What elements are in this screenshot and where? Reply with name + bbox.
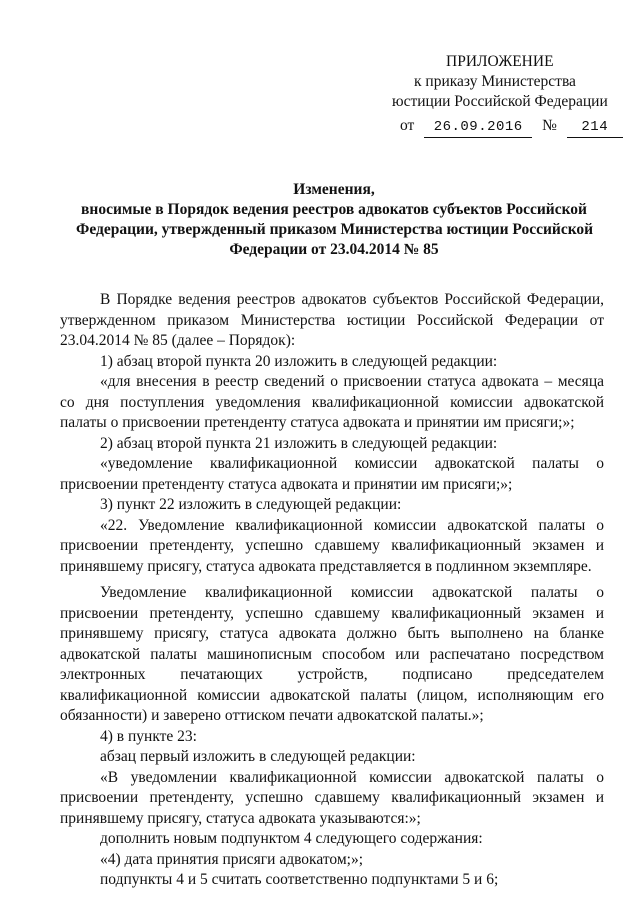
- item-4-sub-2: дополнить новым подпунктом 4 следующего содержания:: [100, 830, 483, 847]
- order-number: 214: [567, 117, 623, 138]
- heading-line-2: вносимые в Порядок ведения реестров адвокатов субъектов Российской: [81, 201, 587, 218]
- item-1: 1) абзац второй пункта 20 изложить в следующей редакции:: [100, 352, 498, 370]
- heading-line-1: Изменения,: [293, 181, 375, 198]
- number-label: №: [542, 117, 557, 134]
- from-label: от: [400, 117, 415, 134]
- appendix-date-row: [400, 116, 623, 138]
- item-3-text-1: «22. Уведомление квалификационной комиссии адвокатской палаты о присвоении претенденту, успешно сдавшему квалификационный экзамен и принявшему присягу, статуса адвоката представляется в подлинном экземпляре.: [60, 516, 604, 575]
- order-date: 26.09.2016: [424, 117, 532, 138]
- item-4-sub-1: абзац первый изложить в следующей редакции:: [100, 748, 416, 765]
- item-1-text: «для внесения в реестр сведений о присвоении статуса адвоката – месяца со дня поступления уведомления квалификационной комиссии адвокатской палаты о присвоении претенденту статуса адвоката и принятии им присяги;»;: [60, 373, 604, 431]
- item-3-text-2: Уведомление квалификационной комиссии адвокатской палаты о присвоении претенденту, успешно сдавшему квалификационный экзамен и принявшему присягу, статуса адвоката должно быть выполнено на бланке адвокатской палаты машинописным способом или распечатано посредством электронных печатающих устройств, подписано председателем квалификационной комиссии адвокатской палаты (лицом, исполняющим его обязанности) и заверено оттиском печати адвокатской палаты.»;: [60, 584, 604, 724]
- intro-paragraph: В Порядке ведения реестров адвокатов субъектов Российской Федерации, утвержденном приказом Министерства юстиции Российской Федерации от 23.04.2014 № 85 (далее – Порядок):: [60, 291, 604, 349]
- appendix-order-line: к приказу Министерства: [414, 73, 576, 90]
- appendix-ministry-line: юстиции Российской Федерации: [392, 93, 608, 110]
- item-4-sub-2-text: «4) дата принятия присяги адвокатом;»;: [100, 850, 364, 868]
- document-heading: [76, 180, 592, 260]
- item-4-sub-1-text: «В уведомлении квалификационной комиссии адвокатской палаты о присвоении претенденту, успешно сдавшему квалификационный экзамен и принявшему присягу, статуса адвоката указываются:»;: [60, 768, 604, 827]
- item-2: 2) абзац второй пункта 21 изложить в следующей редакции:: [100, 434, 498, 452]
- item-3: 3) пункт 22 изложить в следующей редакции:: [100, 496, 402, 513]
- document-body: [60, 290, 604, 891]
- appendix-title: ПРИЛОЖЕНИЕ: [446, 53, 554, 70]
- heading-line-3: Федерации, утвержденный приказом Министерства юстиции Российской: [76, 221, 594, 238]
- item-4-sub-3: подпункты 4 и 5 считать соответственно подпунктами 5 и 6;: [100, 871, 499, 888]
- heading-line-4: Федерации от 23.04.2014 № 85: [229, 241, 439, 258]
- item-4: 4) в пункте 23:: [100, 727, 197, 745]
- item-2-text: «уведомление квалификационной комиссии адвокатской палаты о присвоении претенденту статуса адвоката и принятии им присяги;»;: [60, 455, 604, 493]
